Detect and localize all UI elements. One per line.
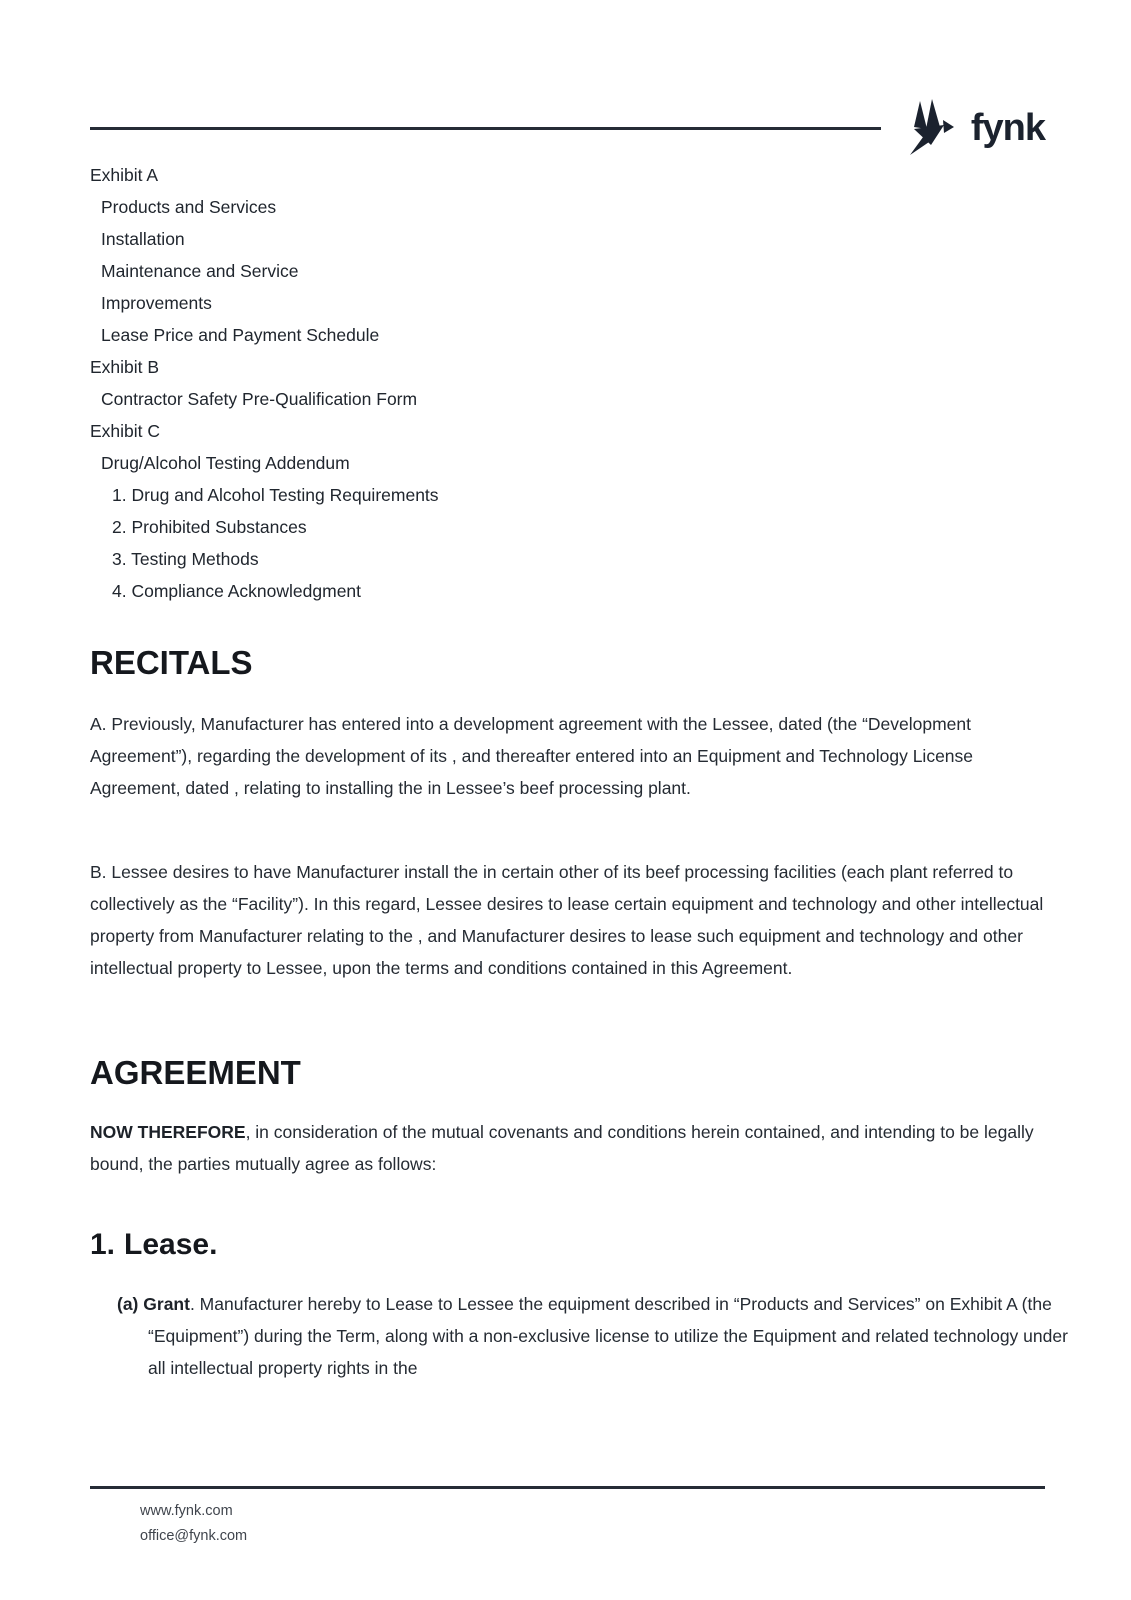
recital-b-paragraph: B. Lessee desires to have Manufacturer install the in certain other of its beef processing facilities (each plant referred to collectively as the “Facility”). In this regard, Lessee desires to lease certain equipment and technology and other intellectual property from Manufacturer relating to the , and Manufacturer desires to lease such equipment and technology and other intellectual property to Lessee, upon the terms and conditions contained in this Agreement. bbox=[90, 862, 1044, 978]
grant-clause-paragraph bbox=[117, 1288, 1074, 1384]
toc-item-contractor-safety-form: Contractor Safety Pre-Qualification Form bbox=[101, 389, 418, 409]
grant-clause-term: Grant bbox=[143, 1294, 190, 1314]
table-of-contents bbox=[90, 159, 1045, 607]
toc-item-lease-price: Lease Price and Payment Schedule bbox=[101, 325, 380, 345]
recitals-heading: RECITALS bbox=[90, 644, 253, 681]
page-header bbox=[90, 99, 1045, 157]
fynk-logo bbox=[903, 98, 1045, 158]
toc-item-prohibited-substances: 2. Prohibited Substances bbox=[112, 517, 307, 537]
grant-clause-text: . Manufacturer hereby to Lease to Lessee the equipment described in “Products and Services” on Exhibit A (the “Equipment”) during the Term, along with a non-exclusive license to utilize the Equipment and related technology under all intellectual property rights in the bbox=[148, 1294, 1068, 1378]
now-therefore-text: , in consideration of the mutual covenants and conditions herein contained, and intending to be legally bound, the parties mutually agree as follows: bbox=[90, 1122, 1034, 1174]
agreement-heading: AGREEMENT bbox=[90, 1054, 301, 1091]
origami-bird-icon bbox=[903, 98, 963, 158]
toc-item-installation: Installation bbox=[101, 229, 185, 249]
header-divider bbox=[90, 127, 881, 130]
page-footer bbox=[140, 1499, 247, 1549]
lease-section-label: Lease. bbox=[124, 1228, 218, 1261]
toc-item-maintenance-and-service: Maintenance and Service bbox=[101, 261, 299, 281]
toc-item-exhibit-a: Exhibit A bbox=[90, 165, 159, 185]
toc-item-improvements: Improvements bbox=[101, 293, 212, 313]
toc-item-exhibit-b: Exhibit B bbox=[90, 357, 160, 377]
toc-item-compliance-acknowledgment: 4. Compliance Acknowledgment bbox=[112, 581, 362, 601]
toc-item-products-and-services: Products and Services bbox=[101, 197, 277, 217]
logo-wordmark: fynk bbox=[970, 107, 1045, 149]
grant-clause-marker: (a) bbox=[117, 1294, 139, 1314]
footer-divider bbox=[90, 1486, 1045, 1489]
toc-item-testing-methods: 3. Testing Methods bbox=[112, 549, 259, 569]
now-therefore-paragraph bbox=[90, 1116, 1045, 1180]
now-therefore-bold-lead: NOW THEREFORE bbox=[90, 1122, 246, 1142]
footer-email-link[interactable]: office@fynk.com bbox=[140, 1528, 248, 1544]
toc-item-drug-alcohol-addendum: Drug/Alcohol Testing Addendum bbox=[101, 453, 350, 473]
recital-a-paragraph: A. Previously, Manufacturer has entered into a development agreement with the Lessee, dated (the “Development Agreement”), regarding the development of its , and thereafter entered into an Equipment and Technology License Agreement, dated , relating to installing the in Lessee’s beef processing plant. bbox=[90, 714, 974, 798]
toc-item-testing-requirements: 1. Drug and Alcohol Testing Requirements bbox=[112, 485, 439, 505]
lease-section-number: 1. bbox=[90, 1228, 116, 1261]
footer-website-link[interactable]: www.fynk.com bbox=[140, 1503, 233, 1519]
lease-section-heading bbox=[90, 1226, 217, 1264]
toc-item-exhibit-c: Exhibit C bbox=[90, 421, 161, 441]
